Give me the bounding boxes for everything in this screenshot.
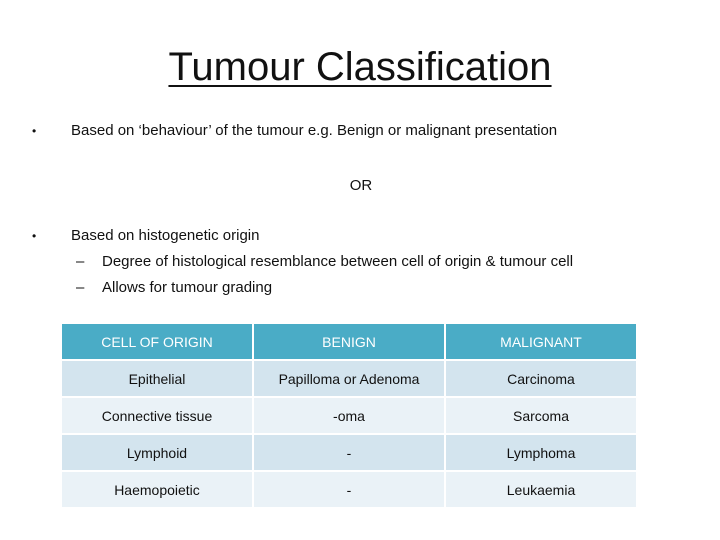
table-cell: Papilloma or Adenoma <box>254 361 444 396</box>
sub-bullet-grading-text: Allows for tumour grading <box>102 279 273 296</box>
table-cell: - <box>254 472 444 507</box>
table-header-row <box>62 324 636 359</box>
table-row <box>62 361 636 396</box>
slide-title-text: Tumour Classification <box>168 45 552 89</box>
table-cell: Leukaemia <box>446 472 636 507</box>
bullet-behaviour-text: Based on ‘behaviour’ of the tumour e.g. Benign or malignant presentation <box>71 122 558 139</box>
bullet-marker: • <box>32 229 37 243</box>
table-cell: - <box>254 435 444 470</box>
bullet-marker: • <box>32 124 37 138</box>
classification-table <box>60 322 638 509</box>
table-cell: Connective tissue <box>62 398 252 433</box>
table-cell: Epithelial <box>62 361 252 396</box>
slide-title <box>0 40 720 94</box>
table-cell: -oma <box>254 398 444 433</box>
sub-bullet-resemblance-text: Degree of histological resemblance between cell of origin & tumour cell <box>102 253 574 270</box>
table-cell: Sarcoma <box>446 398 636 433</box>
header-cell-malignant: MALIGNANT <box>446 324 636 359</box>
or-separator: OR <box>349 177 373 194</box>
table-row <box>62 398 636 433</box>
sub-bullet-dash: – <box>76 279 85 296</box>
table-cell: Lymphoid <box>62 435 252 470</box>
table-cell: Carcinoma <box>446 361 636 396</box>
sub-bullet-dash: – <box>76 253 85 270</box>
bullet-histogenetic-text: Based on histogenetic origin <box>71 227 260 244</box>
header-cell-origin: CELL OF ORIGIN <box>62 324 252 359</box>
table-row <box>62 472 636 507</box>
table-cell: Lymphoma <box>446 435 636 470</box>
header-cell-benign: BENIGN <box>254 324 444 359</box>
table-cell: Haemopoietic <box>62 472 252 507</box>
table-row <box>62 435 636 470</box>
